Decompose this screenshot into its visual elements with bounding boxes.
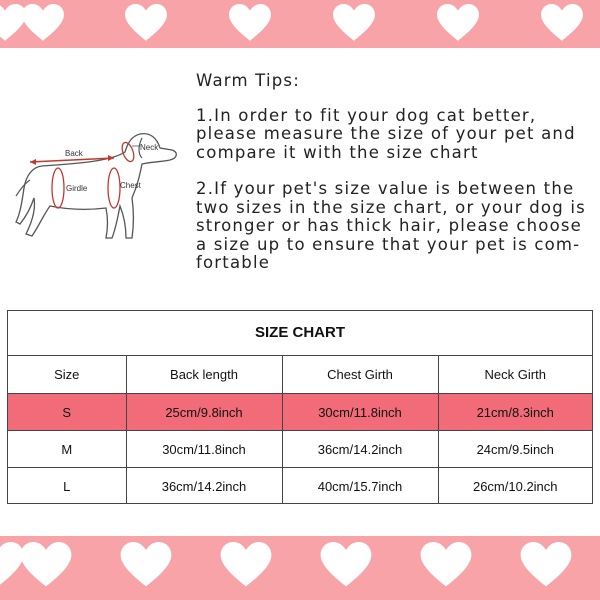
header-back-length: Back length — [126, 356, 282, 394]
size-chart-title: SIZE CHART — [8, 311, 592, 356]
heart-icon — [541, 4, 583, 42]
top-heart-banner — [0, 0, 600, 48]
header-chest-girth: Chest Girth — [282, 356, 438, 394]
table-cell: M — [8, 431, 126, 468]
table-cell: 36cm/14.2inch — [282, 431, 438, 468]
bottom-heart-banner — [0, 536, 600, 600]
heart-icon — [437, 4, 479, 42]
heart-icon — [220, 542, 272, 588]
heart-icon — [333, 4, 375, 42]
table-cell: 21cm/8.3inch — [438, 394, 592, 431]
heart-icon — [420, 542, 472, 588]
table-cell: 30cm/11.8inch — [126, 431, 282, 468]
dog-measurement-diagram — [10, 118, 190, 258]
table-cell: 36cm/14.2inch — [126, 468, 282, 505]
back-label: Back — [65, 149, 83, 158]
warm-tips-title: Warm Tips: — [196, 71, 300, 90]
heart-icon — [22, 4, 64, 42]
neck-label: Neck — [140, 143, 159, 152]
header-neck-girth: Neck Girth — [438, 356, 592, 394]
dog-outline-icon — [10, 118, 190, 258]
heart-icon — [20, 542, 72, 588]
heart-icon — [229, 4, 271, 42]
table-cell: 30cm/11.8inch — [282, 394, 438, 431]
table-cell: S — [8, 394, 126, 431]
heart-icon — [320, 542, 372, 588]
table-cell: 24cm/9.5inch — [438, 431, 592, 468]
table-header-row — [8, 356, 592, 394]
heart-icon — [125, 4, 167, 42]
size-chart-table — [8, 356, 592, 504]
table-row-l — [8, 468, 592, 505]
heart-icon — [520, 542, 572, 588]
tip-1: 1.In order to fit your dog cat better, please measure the size of your pet and compare it with the size chart — [196, 105, 576, 162]
warm-tips — [196, 72, 596, 291]
size-chart — [7, 310, 593, 504]
heart-icon — [120, 542, 172, 588]
table-cell: 26cm/10.2inch — [438, 468, 592, 505]
table-cell: L — [8, 468, 126, 505]
table-row-s — [8, 394, 592, 431]
table-row-m — [8, 431, 592, 468]
chest-label: Chest — [120, 181, 141, 190]
header-size: Size — [54, 367, 80, 382]
table-cell: 25cm/9.8inch — [126, 394, 282, 431]
tip-2: 2.If your pet's size value is between the two sizes in the size chart, or your dog is stronger or has thick hair, please choose a size up to ensure that your pet is com-fortable — [196, 179, 586, 272]
girdle-label: Girdle — [66, 184, 88, 193]
table-cell: 40cm/15.7inch — [282, 468, 438, 505]
